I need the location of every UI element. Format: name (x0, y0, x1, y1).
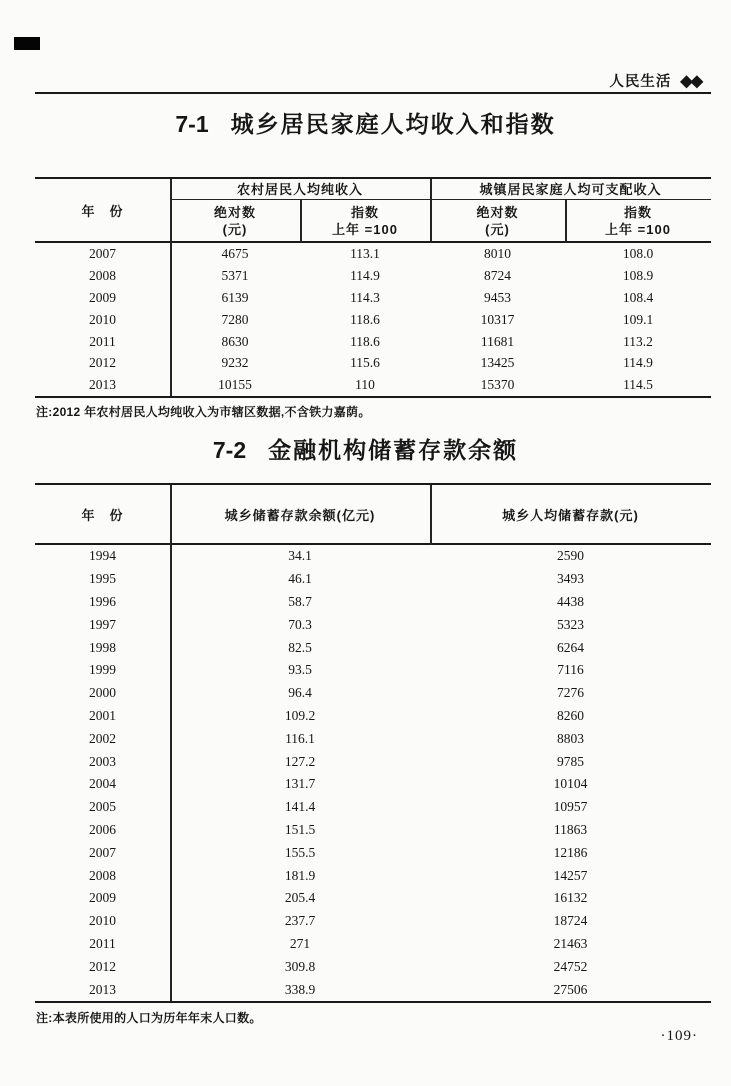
table-cell: 2009 (89, 890, 116, 906)
table-cell: 116.1 (285, 730, 315, 746)
table-cell: 181.9 (284, 867, 316, 883)
table-cell: 12186 (553, 844, 588, 860)
table-cell: 34.1 (288, 548, 312, 564)
table-cell: 58.7 (288, 593, 312, 609)
table-cell: 9785 (557, 753, 584, 769)
table-row (35, 887, 711, 910)
table-cell: 114.5 (623, 377, 653, 393)
table-cell: 2011 (89, 935, 116, 951)
table-cell: 82.5 (288, 639, 312, 655)
table-row (35, 819, 711, 842)
table1-group-rural (170, 179, 430, 199)
table-cell: 46.1 (288, 571, 312, 587)
table-row (35, 265, 711, 287)
table-cell: 6139 (221, 289, 249, 305)
table-cell: 8010 (484, 245, 511, 261)
table-row (35, 659, 711, 682)
table-cell: 237.7 (284, 913, 316, 929)
table-cell: 141.4 (284, 799, 316, 815)
table-row (35, 636, 711, 659)
idx-unit: 上年 =100 (605, 222, 671, 237)
table-cell: 113.2 (623, 333, 653, 349)
abs-label: 绝对数 (213, 205, 256, 220)
table2-note: 注:本表所使用的人口为历年年末人口数。 (36, 1011, 262, 1025)
table-cell: 2001 (89, 707, 116, 723)
table1-body (35, 243, 711, 396)
percapita-label: 城乡人均储蓄存款(元) (502, 507, 639, 523)
table-cell: 2005 (89, 799, 116, 815)
table-row (35, 568, 711, 591)
abs-label: 绝对数 (476, 205, 519, 220)
table1-group-divider (430, 179, 432, 243)
idx-label: 指数 (623, 205, 652, 220)
table-cell: 96.4 (288, 685, 312, 701)
table-cell: 2010 (89, 311, 116, 327)
table-cell: 93.5 (288, 662, 312, 678)
table-cell: 7276 (557, 685, 584, 701)
year-label: 年 份 (81, 507, 124, 523)
idx-unit: 上年 =100 (332, 222, 398, 237)
table1-subheader-urban-index (565, 199, 711, 243)
abs-unit: (元) (485, 222, 510, 237)
table-cell: 109.2 (284, 707, 316, 723)
table1-sub-divider (300, 199, 302, 243)
table-cell: 21463 (553, 935, 588, 951)
table-row (35, 796, 711, 819)
table1-group-divider-line (170, 199, 711, 200)
table2-year-header (35, 485, 170, 545)
table2-balance-header (170, 485, 430, 545)
table-cell: 151.5 (284, 821, 316, 837)
table-cell: 2009 (89, 289, 116, 305)
table-row (35, 750, 711, 773)
table-row (35, 243, 711, 265)
table-cell: 10957 (553, 799, 588, 815)
scan-artifact-mark (14, 37, 40, 50)
table-row (35, 910, 711, 933)
table-cell: 1995 (89, 571, 116, 587)
table-cell: 10104 (553, 776, 588, 792)
table-cell: 5371 (221, 267, 249, 283)
table1-subheader-rural-index (300, 199, 430, 243)
table2-header (35, 485, 711, 545)
table-cell: 114.9 (623, 355, 653, 371)
table-row (35, 309, 711, 331)
table-cell: 309.8 (284, 958, 316, 974)
table-cell: 2007 (89, 245, 116, 261)
table-cell: 24752 (553, 958, 588, 974)
table-row (35, 613, 711, 636)
table-cell: 1994 (89, 548, 116, 564)
table-cell: 2003 (89, 753, 116, 769)
table-row (35, 955, 711, 978)
table-row (35, 374, 711, 396)
table-cell: 118.6 (350, 311, 380, 327)
table-cell: 110 (355, 377, 375, 393)
table-row (35, 545, 711, 568)
table-cell: 271 (289, 935, 311, 951)
table-cell: 7116 (557, 662, 584, 678)
table1-subheader-urban-abs (430, 199, 565, 243)
table1-group-urban (430, 179, 711, 199)
table-cell: 2008 (89, 267, 116, 283)
table-cell: 9232 (221, 355, 249, 371)
table2-title (0, 432, 731, 465)
table-cell: 2013 (89, 981, 116, 997)
table1-number: 7-1 (175, 111, 209, 137)
table-cell: 3493 (557, 571, 584, 587)
table-cell: 109.1 (622, 311, 654, 327)
table-cell: 70.3 (288, 616, 312, 632)
table-cell: 2007 (89, 844, 116, 860)
header-rule (35, 92, 711, 94)
table-row (35, 864, 711, 887)
table-cell: 8630 (221, 333, 249, 349)
table-row (35, 705, 711, 728)
table-cell: 10317 (480, 311, 515, 327)
table1-header (35, 179, 711, 243)
table-cell: 113.1 (350, 245, 380, 261)
table-cell: 18724 (553, 913, 588, 929)
table-cell: 4438 (557, 593, 584, 609)
table-cell: 7280 (221, 311, 249, 327)
table1-note: 注:2012 年农村居民人均纯收入为市辖区数据,不含铁力嘉荫。 (36, 405, 371, 419)
table-cell: 1999 (89, 662, 116, 678)
table-cell: 114.3 (350, 289, 380, 305)
table-cell: 2004 (89, 776, 116, 792)
table-cell: 6264 (557, 639, 584, 655)
table-row (35, 682, 711, 705)
table-row (35, 841, 711, 864)
table2-title-text: 金融机构储蓄存款余额 (268, 437, 519, 463)
table1-year-header (35, 179, 170, 243)
table-cell: 108.9 (622, 267, 654, 283)
table-cell: 8260 (557, 707, 584, 723)
table-cell: 2590 (557, 548, 584, 564)
table2-number: 7-2 (212, 437, 247, 463)
table-row (35, 727, 711, 750)
table-row (35, 331, 711, 353)
table-cell: 338.9 (284, 981, 316, 997)
table-row (35, 287, 711, 309)
table-cell: 1996 (89, 593, 116, 609)
page-header (609, 70, 701, 91)
table-cell: 4675 (221, 245, 249, 261)
table-cell: 118.6 (350, 333, 380, 349)
idx-label: 指数 (350, 205, 379, 220)
table2-percapita-header (430, 485, 711, 545)
table-cell: 15370 (480, 377, 515, 393)
table-cell: 108.0 (622, 245, 654, 261)
table-cell: 114.9 (350, 267, 380, 283)
group1-label: 农村居民人均纯收入 (236, 181, 363, 197)
table-cell: 127.2 (284, 753, 316, 769)
table-cell: 2012 (89, 958, 116, 974)
table1-title-text: 城乡居民家庭人均收入和指数 (230, 111, 556, 137)
table-cell: 2010 (89, 913, 116, 929)
table-cell: 115.6 (350, 355, 380, 371)
abs-unit: (元) (222, 222, 248, 237)
table-cell: 8724 (484, 267, 511, 283)
table-cell: 8803 (557, 730, 584, 746)
table-cell: 1997 (89, 616, 116, 632)
table1-subheader-rural-abs (170, 199, 300, 243)
table-cell: 131.7 (284, 776, 316, 792)
income-table (35, 177, 711, 398)
table1-sub-divider (565, 199, 567, 243)
year-label: 年 份 (81, 203, 124, 219)
table-cell: 2000 (89, 685, 116, 701)
table-cell: 2008 (89, 867, 116, 883)
table-row (35, 773, 711, 796)
table-cell: 2011 (89, 333, 116, 349)
table-cell: 2006 (89, 821, 116, 837)
table-row (35, 352, 711, 374)
diamond-icons: ◆◆ (680, 73, 701, 90)
table-cell: 11681 (480, 333, 515, 349)
table-cell: 13425 (480, 355, 515, 371)
table-cell: 155.5 (284, 844, 316, 860)
savings-table (35, 483, 711, 1003)
table2-year-divider (170, 485, 172, 1001)
table2-col-divider (430, 485, 432, 545)
page-number: ·109· (660, 1028, 698, 1044)
table-cell: 27506 (553, 981, 588, 997)
table-cell: 2013 (89, 377, 116, 393)
table-cell: 108.4 (622, 289, 654, 305)
table-cell: 5323 (557, 616, 584, 632)
table1-title (0, 106, 731, 139)
table-row (35, 978, 711, 1001)
table-row (35, 591, 711, 614)
table-row (35, 933, 711, 956)
group2-label: 城镇居民家庭人均可支配收入 (479, 181, 662, 197)
balance-label: 城乡储蓄存款余额(亿元) (224, 507, 376, 523)
table-cell: 14257 (553, 867, 588, 883)
table-cell: 1998 (89, 639, 116, 655)
table-cell: 2012 (89, 355, 116, 371)
table-cell: 2002 (89, 730, 116, 746)
table2-body (35, 545, 711, 1001)
table-cell: 10155 (218, 377, 252, 393)
table-cell: 11863 (553, 821, 588, 837)
table-cell: 16132 (553, 890, 588, 906)
table-cell: 205.4 (284, 890, 316, 906)
section-title: 人民生活 (609, 74, 672, 90)
table-cell: 9453 (484, 289, 511, 305)
table1-year-divider (170, 179, 172, 396)
